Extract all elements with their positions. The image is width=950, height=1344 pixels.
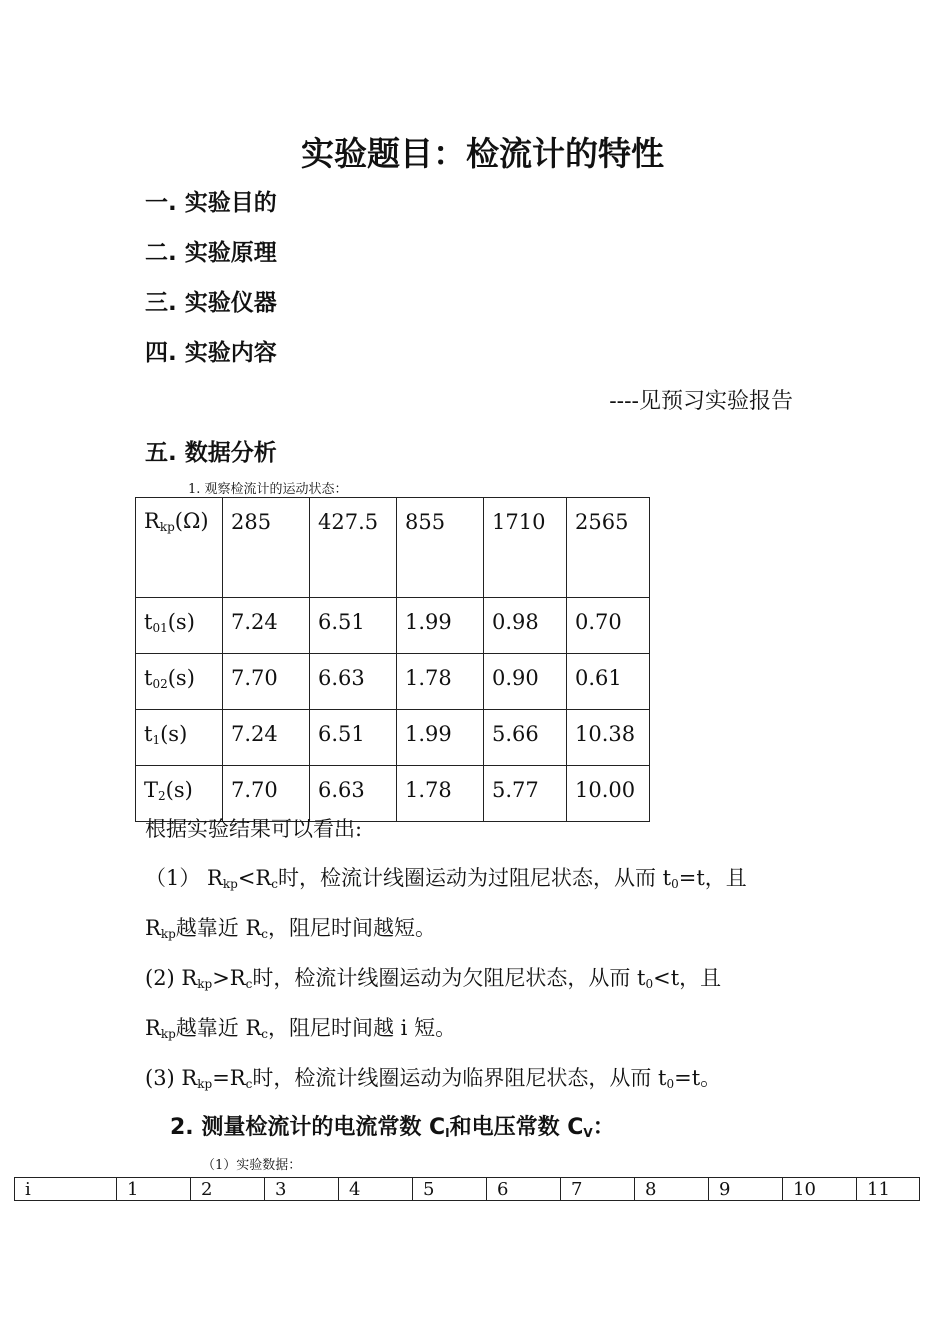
table-cell: 0.90 [484,654,567,710]
table-header-cell: i [15,1178,117,1201]
table-cell: 7.70 [223,766,310,822]
motion-state-table [135,497,650,822]
table-cell: 1.78 [397,654,484,710]
table-cell: 3 [265,1178,339,1201]
table-cell: 6 [487,1178,561,1201]
table-cell: 5 [413,1178,487,1201]
table-cell: 1710 [484,498,567,598]
table-cell: 1.99 [397,710,484,766]
table-cell: 6.63 [310,766,397,822]
table-cell: 6.51 [310,598,397,654]
section-heading-instruments: 三. 实验仪器 [145,290,277,316]
table-cell: 0.98 [484,598,567,654]
section-heading-analysis: 五. 数据分析 [145,440,277,466]
table-cell: 2 [191,1178,265,1201]
table-cell: 285 [223,498,310,598]
table-row-label: $t_{02}(s)$ [136,654,223,710]
table-cell: 7 [561,1178,635,1201]
table-cell: 1.78 [397,766,484,822]
conclusion-3: (3) $R_{kp}=R_c$时，检流计线圈运动为临界阻尼状态，从而 $t_0=t$。 [145,1066,722,1091]
section-heading-principle: 二. 实验原理 [145,240,277,266]
table-row [136,598,650,654]
table2-caption: （1）实验数据： [202,1158,302,1173]
section-heading-objective: 一. 实验目的 [145,190,277,216]
table-cell: 9 [709,1178,783,1201]
table-cell: 6.51 [310,710,397,766]
table-row [136,654,650,710]
constants-data-table [14,1177,920,1201]
table-cell: 5.66 [484,710,567,766]
table-header-cell: $R_{kp}(\Omega)$ [136,498,223,598]
page-title: 实验题目：检流计的特性 [301,134,664,173]
table-cell: 4 [339,1178,413,1201]
table-cell: 427.5 [310,498,397,598]
table1-caption: 1. 观察检流计的运动状态： [188,482,348,497]
table-cell: 10.00 [567,766,650,822]
analysis-intro: 根据实验结果可以看出: [145,817,363,841]
section-heading-content: 四. 实验内容 [145,340,277,366]
table-row-label: $T_2(s)$ [136,766,223,822]
table-row [15,1178,920,1201]
table-row-label: $t_{01}(s)$ [136,598,223,654]
table-cell: 6.63 [310,654,397,710]
table-cell: 0.70 [567,598,650,654]
reference-note: ----见预习实验报告 [609,389,793,414]
table-cell: 7.24 [223,598,310,654]
table-cell: 1 [117,1178,191,1201]
table-cell: 8 [635,1178,709,1201]
part2-heading: 2. 测量检流计的电流常数 $C_I$和电压常数 $C_V$： [170,1115,615,1140]
table-cell: 855 [397,498,484,598]
table-cell: 0.61 [567,654,650,710]
table-cell: 7.24 [223,710,310,766]
table-cell: 5.77 [484,766,567,822]
table-cell: 2565 [567,498,650,598]
conclusion-1-line-2: $R_{kp}$越靠近 $R_c$，阻尼时间越短。 [145,916,436,941]
table-cell: 1.99 [397,598,484,654]
table-cell: 10 [783,1178,857,1201]
conclusion-2-line-1: (2) $R_{kp}>R_c$时，检流计线圈运动为欠阻尼状态，从而 $t_0<t$，且 [145,966,722,991]
table-cell: 10.38 [567,710,650,766]
table-row [136,710,650,766]
table-row-label: $t_1(s)$ [136,710,223,766]
table-row [136,498,650,598]
conclusion-1-line-1: （1） $R_{kp}<R_c$时，检流计线圈运动为过阻尼状态，从而 $t_0=t$，且 [145,866,747,891]
conclusion-2-line-2: $R_{kp}$越靠近 $R_c$，阻尼时间越 i 短。 [145,1016,457,1041]
table-cell: 7.70 [223,654,310,710]
table-cell: 11 [857,1178,920,1201]
